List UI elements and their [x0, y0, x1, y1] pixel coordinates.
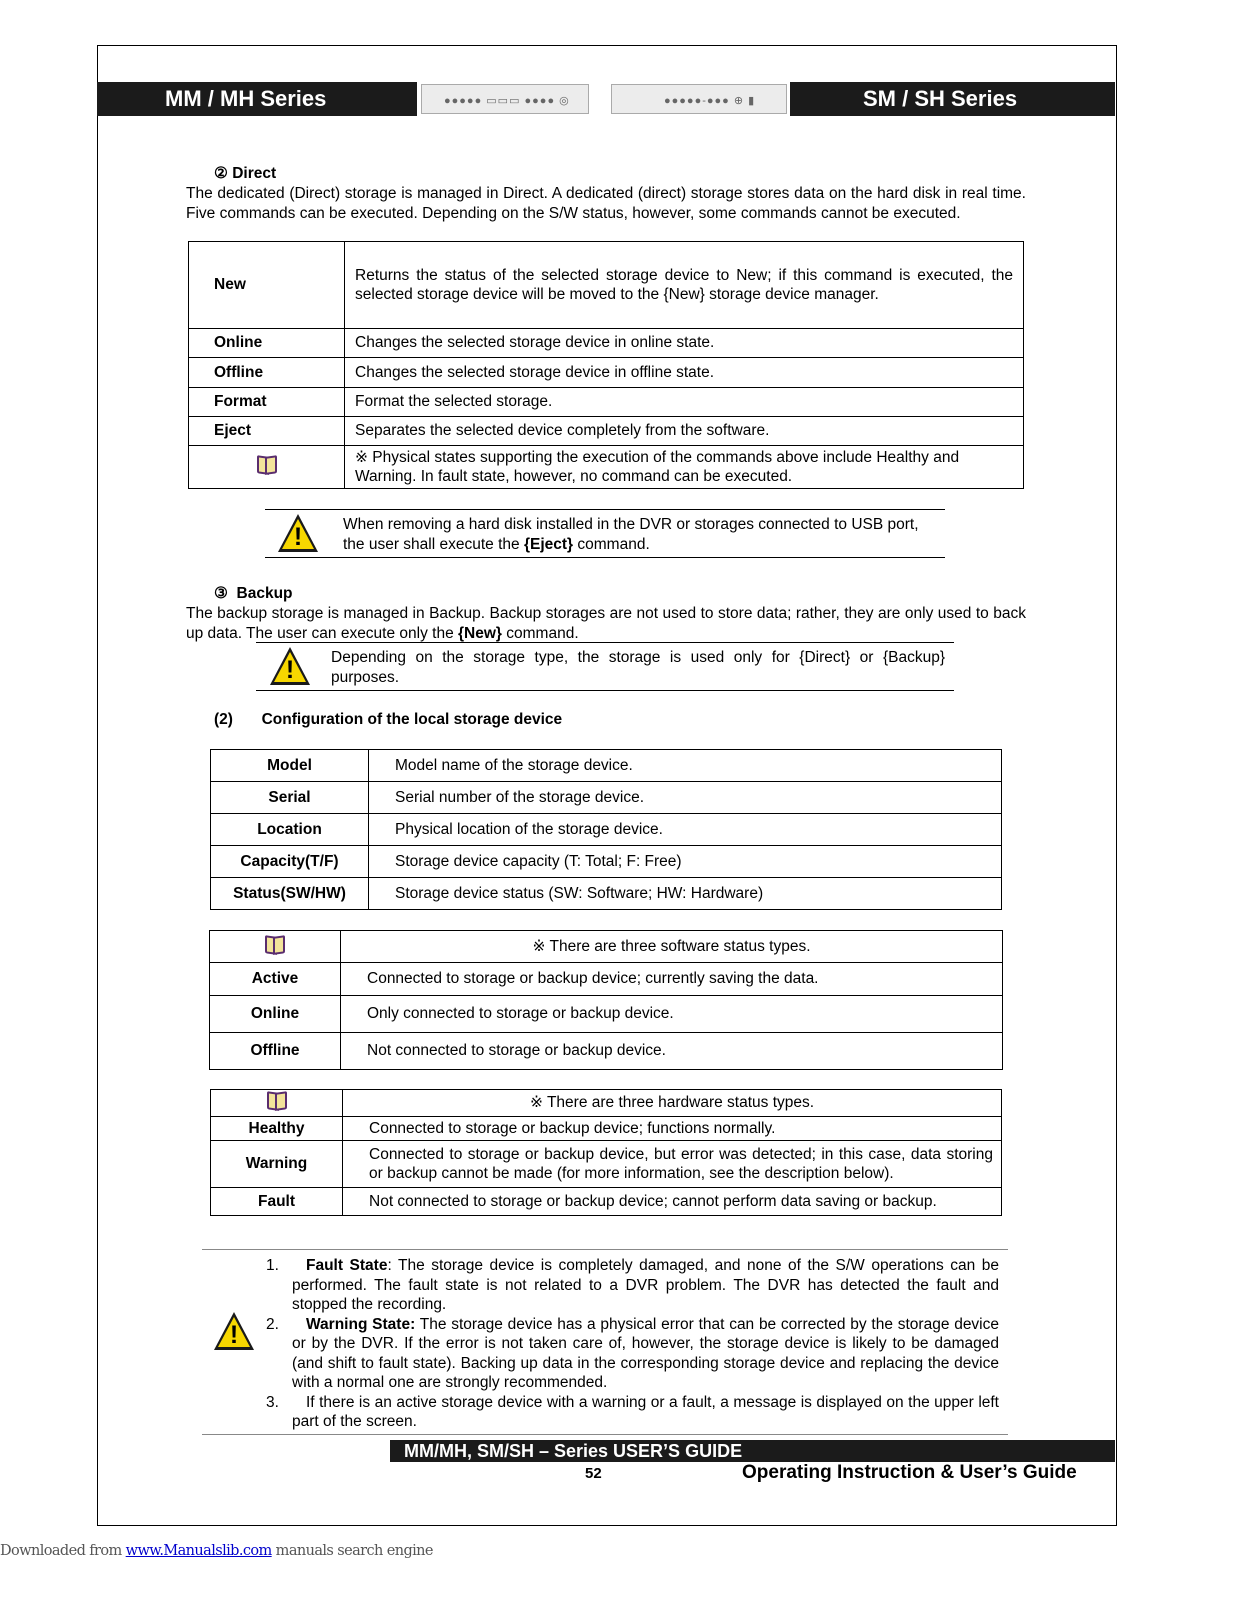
- row-label: Eject: [189, 417, 345, 446]
- note-cell: [211, 1090, 343, 1117]
- table-row: [189, 388, 1024, 417]
- dvr-front-image-mm: ●●●●● ▭▭▭ ●●●● ◎: [421, 84, 589, 114]
- book-icon: [267, 1092, 287, 1108]
- footer-guide-title: Operating Instruction & User’s Guide: [742, 1462, 1077, 1483]
- footer-series-title: MM/MH, SM/SH – Series USER’S GUIDE: [390, 1440, 1115, 1462]
- software-status-title: ※ There are three software status types.: [341, 931, 1003, 963]
- note-item: 1. Fault State: The storage device is completely damaged, and none of the S/W operations can be performed. The fault state is not related to a DVR problem. The DVR has detected the fault and stopped the recording.: [266, 1257, 999, 1313]
- config-heading-number: (2): [214, 711, 233, 728]
- row-desc: Connected to storage or backup device; functions normally.: [343, 1117, 1002, 1141]
- book-icon: [257, 456, 277, 472]
- divider: [256, 690, 954, 691]
- table-row: [211, 782, 1002, 814]
- row-desc: Storage device capacity (T: Total; F: Free): [369, 846, 1002, 878]
- row-desc: Physical location of the storage device.: [369, 814, 1002, 846]
- note-cell: [210, 931, 341, 963]
- table-row: [189, 417, 1024, 446]
- row-label: Warning: [211, 1141, 343, 1188]
- manualslib-link[interactable]: www.Manualslib.com: [125, 1543, 272, 1559]
- table-row: [210, 931, 1003, 963]
- row-desc: Connected to storage or backup device, but error was detected; in this case, data storing or backup cannot be made (for more information, see the description below).: [343, 1141, 1002, 1188]
- page-number: 52: [585, 1465, 602, 1482]
- table-row: [211, 750, 1002, 782]
- direct-warning: When removing a hard disk installed in the DVR or storages connected to USB port, the user shall execute the {Eject} command.: [343, 516, 919, 553]
- divider: [256, 642, 954, 643]
- table-row: [211, 814, 1002, 846]
- row-label: Model: [211, 750, 369, 782]
- row-label: Capacity(T/F): [211, 846, 369, 878]
- download-credit-suffix: manuals search engine: [271, 1543, 433, 1559]
- row-desc: Format the selected storage.: [345, 388, 1024, 417]
- row-label: Online: [210, 996, 341, 1033]
- header-left-title: MM / MH Series: [97, 82, 417, 116]
- row-label: Fault: [211, 1188, 343, 1216]
- backup-heading-text: Backup: [236, 585, 293, 602]
- direct-note: ※ Physical states supporting the execution of the commands above include Healthy and Warning. In fault state, however, no command can be executed.: [345, 446, 1024, 489]
- table-row: [189, 242, 1024, 329]
- row-desc: Not connected to storage or backup device; cannot perform data saving or backup.: [343, 1188, 1002, 1216]
- table-row: [211, 1188, 1002, 1216]
- row-desc: Returns the status of the selected storage device to New; if this command is executed, the selected storage device will be moved to the {New} storage device manager.: [345, 242, 1024, 329]
- table-row: [210, 963, 1003, 996]
- backup-warning: Depending on the storage type, the storage is used only for {Direct} or {Backup} purposes.: [331, 649, 945, 686]
- note-cell: [189, 446, 345, 489]
- download-credit: [0, 1543, 433, 1559]
- row-desc: Model name of the storage device.: [369, 750, 1002, 782]
- row-desc: Serial number of the storage device.: [369, 782, 1002, 814]
- row-label: Active: [210, 963, 341, 996]
- divider: [265, 557, 945, 558]
- row-label: Online: [189, 329, 345, 358]
- row-label: Serial: [211, 782, 369, 814]
- download-credit-prefix: Downloaded from: [0, 1543, 126, 1559]
- software-status-table: [209, 930, 1003, 1070]
- row-label: Offline: [189, 358, 345, 388]
- header-right-title: SM / SH Series: [790, 82, 1115, 116]
- row-desc: Storage device status (SW: Software; HW: Hardware): [369, 878, 1002, 910]
- table-row: [211, 878, 1002, 910]
- row-desc: Changes the selected storage device in online state.: [345, 329, 1024, 358]
- divider: [202, 1434, 1008, 1435]
- table-row: [211, 1141, 1002, 1188]
- row-label: Format: [189, 388, 345, 417]
- row-desc: Not connected to storage or backup device.: [341, 1033, 1003, 1070]
- table-row: [189, 329, 1024, 358]
- row-desc: Only connected to storage or backup device.: [341, 996, 1003, 1033]
- direct-heading: [214, 164, 276, 184]
- row-desc: Connected to storage or backup device; currently saving the data.: [341, 963, 1003, 996]
- row-label: Status(SW/HW): [211, 878, 369, 910]
- divider: [265, 509, 945, 510]
- table-row: [189, 446, 1024, 489]
- config-heading: [214, 710, 562, 730]
- direct-intro: The dedicated (Direct) storage is managed in Direct. A dedicated (direct) storage stores data on the hard disk in real time. Five commands can be executed. Depending on the S/W status, however, some commands cannot be executed.: [186, 185, 1026, 222]
- note-item: 3. If there is an active storage device with a warning or a fault, a message is displayed on the upper left part of the screen.: [266, 1393, 999, 1430]
- divider: [202, 1249, 1008, 1250]
- notes-list: [266, 1256, 999, 1432]
- row-label: Offline: [210, 1033, 341, 1070]
- backup-heading: [214, 584, 293, 604]
- hardware-status-table: [210, 1089, 1002, 1216]
- row-label: New: [189, 242, 345, 329]
- direct-heading-number: ②: [214, 165, 228, 182]
- direct-heading-text: Direct: [232, 165, 277, 182]
- backup-intro: The backup storage is managed in Backup. Backup storages are not used to store data; rather, they are only used to back up data. The user can execute only the {New} command.: [186, 605, 1026, 642]
- config-table: [210, 749, 1002, 910]
- dvr-front-image-sm: ●●●●●-●●● ⊕ ▮: [611, 84, 787, 114]
- row-label: Location: [211, 814, 369, 846]
- row-desc: Separates the selected device completely from the software.: [345, 417, 1024, 446]
- direct-commands-table: [188, 241, 1024, 489]
- table-row: [211, 1090, 1002, 1117]
- backup-heading-number: ③: [214, 585, 228, 602]
- table-row: [189, 358, 1024, 388]
- book-icon: [265, 936, 285, 952]
- note-item: 2. Warning State: The storage device has a physical error that can be corrected by the storage device or by the DVR. If the error is not taken care of, however, the storage device is likely to be damaged (and shift to fault state). Backing up data in the corresponding storage device and replacing the device with a normal one are strongly recommended.: [266, 1315, 999, 1391]
- row-desc: Changes the selected storage device in offline state.: [345, 358, 1024, 388]
- hardware-status-title: ※ There are three hardware status types.: [343, 1090, 1002, 1117]
- config-heading-text: Configuration of the local storage device: [261, 711, 563, 728]
- table-row: [210, 1033, 1003, 1070]
- table-row: [211, 846, 1002, 878]
- row-label: Healthy: [211, 1117, 343, 1141]
- table-row: [210, 996, 1003, 1033]
- table-row: [211, 1117, 1002, 1141]
